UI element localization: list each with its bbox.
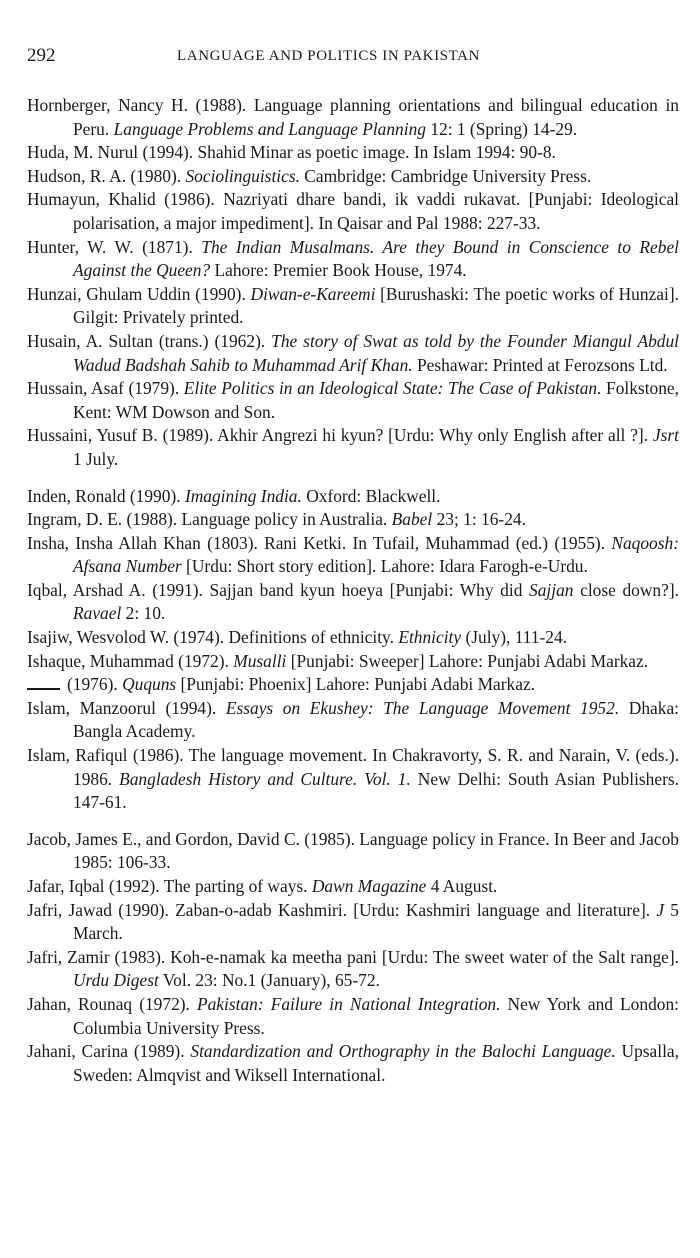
reference-entry: Hussaini, Yusuf B. (1989). Akhir Angrezi hi kyun? [Urdu: Why only English after all ?]. Jsrt 1 July. bbox=[27, 425, 679, 469]
reference-entry: Jafar, Iqbal (1992). The parting of ways. Dawn Magazine 4 August. bbox=[27, 876, 498, 896]
reference-entry: Hornberger, Nancy H. (1988). Language planning orientations and bilingual education in Peru. Language Problems and Language Planning 12: 1 (Spring) 14-29. bbox=[27, 95, 679, 139]
reference-entry: Ingram, D. E. (1988). Language policy in Australia. Babel 23; 1: 16-24. bbox=[27, 509, 526, 530]
reference-entry: Jahani, Carina (1989). Standardization and Orthography in the Balochi Language. Upsalla, Sweden: Almqvist and Wiksell International. bbox=[27, 1041, 679, 1085]
reference-entry: Humayun, Khalid (1986). Nazriyati dhare bandi, ik vaddi rukavat. [Punjabi: Ideological polarisation, a major impediment]. In Qaisar and Pal 1988: 227-33. bbox=[27, 189, 679, 233]
reference-entry: Iqbal, Arshad A. (1991). Sajjan band kyun hoeya [Punjabi: Why did Sajjan close down?]. Ravael 2: 10. bbox=[27, 579, 679, 624]
ditto-rule bbox=[27, 675, 60, 690]
reference-entry: Hunzai, Ghulam Uddin (1990). Diwan-e-Kareemi [Burushaski: The poetic works of Hunzai]. Gilgit: Privately printed. bbox=[27, 283, 679, 328]
reference-entry: Insha, Insha Allah Khan (1803). Rani Ketki. In Tufail, Muhammad (ed.) (1955). Naqoosh: Afsana Number [Urdu: Short story edition]. Lahore: Idara Farogh-e-Urdu. bbox=[27, 532, 679, 577]
reference-entry: Hudson, R. A. (1980). Sociolinguistics. Cambridge: Cambridge University Press. bbox=[27, 165, 592, 186]
reference-entry: Jafri, Jawad (1990). Zaban-o-adab Kashmiri. [Urdu: Kashmiri language and literature]. J 5 March. bbox=[27, 899, 679, 944]
reference-entry: Ishaque, Muhammad (1972). Musalli [Punjabi: Sweeper] Lahore: Punjabi Adabi Markaz. bbox=[27, 650, 649, 671]
page-number: 292 bbox=[27, 45, 56, 66]
reference-entry: Islam, Rafiqul (1986). The language movement. In Chakravorty, S. R. and Narain, V. (eds.). 1986. Bangladesh History and Culture. Vol. 1. New Delhi: South Asian Publishers. 147-61. bbox=[27, 745, 679, 813]
reference-entry: Husain, A. Sultan (trans.) (1962). The story of Swat as told by the Founder Miangul Abdul Wadud Badshah Sahib to Muhammad Arif Khan. Peshawar: Printed at Ferozsons Ltd. bbox=[27, 330, 679, 375]
reference-entry: Jahan, Rounaq (1972). Pakistan: Failure in National Integration. New York and London: Columbia University Press. bbox=[27, 993, 679, 1038]
reference-entry: Jacob, James E., and Gordon, David C. (1985). Language policy in France. In Beer and Jacob 1985: 106-33. bbox=[27, 828, 679, 873]
reference-entry: Jafri, Zamir (1983). Koh-e-namak ka meetha pani [Urdu: The sweet water of the Salt range]. Urdu Digest Vol. 23: No.1 (January), 65-72. bbox=[27, 946, 679, 991]
reference-entry: Huda, M. Nurul (1994). Shahid Minar as poetic image. In Islam 1994: 90-8. bbox=[27, 142, 556, 163]
reference-list bbox=[27, 94, 679, 1087]
reference-entry: Hunter, W. W. (1871). The Indian Musalmans. Are they Bound in Conscience to Rebel Against the Queen? Lahore: Premier Book House, 1974. bbox=[27, 236, 679, 281]
reference-entry: Inden, Ronald (1990). Imagining India. Oxford: Blackwell. bbox=[27, 485, 441, 506]
running-title: LANGUAGE AND POLITICS IN PAKISTAN bbox=[177, 48, 481, 64]
reference-entry: Hussain, Asaf (1979). Elite Politics in an Ideological State: The Case of Pakistan. Folkstone, Kent: WM Dowson and Son. bbox=[27, 378, 679, 422]
reference-entry: Islam, Manzoorul (1994). Essays on Ekushey: The Language Movement 1952. Dhaka: Bangla Academy. bbox=[27, 697, 680, 742]
running-head bbox=[27, 43, 678, 69]
reference-entry: (1976). Ququns [Punjabi: Phoenix] Lahore: Punjabi Adabi Markaz. bbox=[27, 673, 679, 697]
reference-entry: Isajiw, Wesvolod W. (1974). Definitions of ethnicity. Ethnicity (July), 111-24. bbox=[27, 627, 568, 648]
